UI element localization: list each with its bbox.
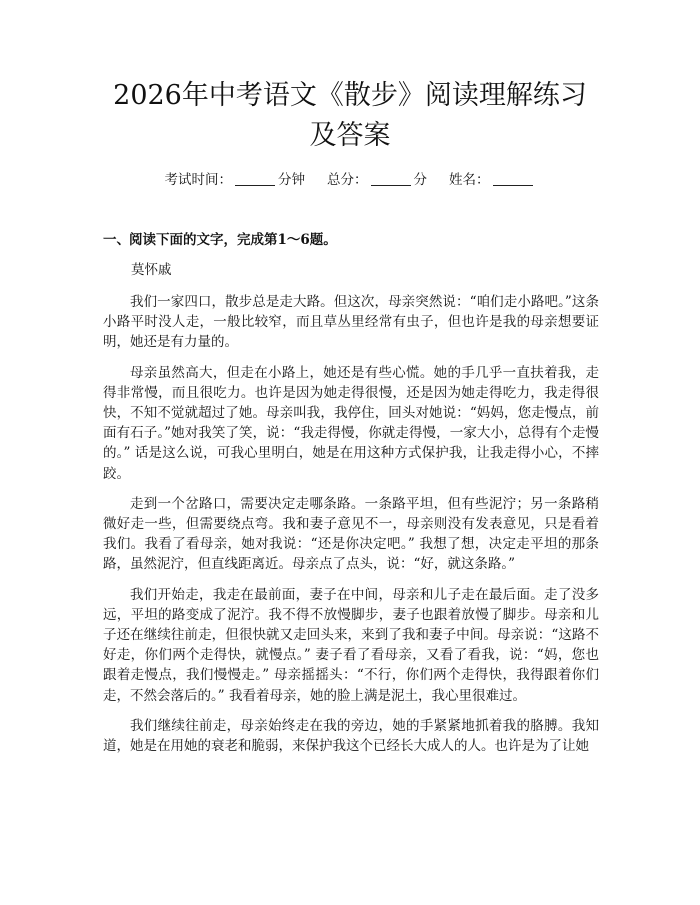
document-title: 2026年中考语文《散步》阅读理解练习及答案: [113, 80, 587, 151]
paragraph: 我们开始走，我走在最前面，妻子在中间，母亲和儿子走在最后面。走了没多远，平坦的路变成了泥泞。我不得不放慢脚步，妻子也跟着放慢了脚步。母亲和儿子还在继续往前走，但很快就又走回头来，来到了我和妻子中间。母亲说：“这路不好走，你们两个走得快，就慢点。” 妻子看了看母亲，又看了看我，说：“妈，您也跟着走慢点，我们慢慢走。” 母亲摇摇头：“不行，你们两个走得快，我得跟着你们走，不然会落后的。” 我看着母亲，她的脸上满是泥土，我心里很难过。: [103, 586, 599, 704]
total-score-blank: [371, 171, 411, 186]
name-label: 姓名：: [449, 172, 490, 188]
exam-info-line: [0, 170, 700, 190]
paragraph: 走到一个岔路口，需要决定走哪条路。一条路平坦，但有些泥泞；另一条路稍微好走一些，但需要绕点弯。我和妻子意见不一，母亲则没有发表意见，只是看着我们。我看了看母亲，她对我说：“还是你决定吧。” 我想了想，决定走平坦的那条路，虽然泥泞，但直线距离近。母亲点了点头，说：“好，就这条路。”: [103, 495, 599, 573]
exam-time-label: 考试时间：: [164, 172, 232, 188]
section-heading: [103, 230, 337, 250]
paragraph: 我们一家四口，散步总是走大路。但这次，母亲突然说：“咱们走小路吧。”这条小路平时没人走，一般比较窄，而且草丛里经常有虫子，但也许是我的母亲想要证明，她还是有力量的。: [103, 294, 599, 351]
exam-time-blank: [235, 171, 275, 186]
name-blank: [493, 171, 533, 186]
article-author: 莫怀戚: [131, 262, 172, 278]
section-instruction: 阅读下面的文字，完成第1～6题。: [129, 232, 337, 248]
paragraph: 我们继续往前走，母亲始终走在我的旁边，她的手紧紧地抓着我的胳膊。我知道，她是在用她的衰老和脆弱，来保护我这个已经长大成人的人。也许是为了让她: [103, 717, 599, 755]
section-number: 一、: [103, 232, 130, 248]
total-score-label: 总分：: [327, 172, 368, 188]
total-score-unit: 分: [413, 172, 427, 188]
article-body: [103, 292, 599, 766]
paragraph: 母亲虽然高大，但走在小路上，她还是有些心慌。她的手几乎一直扶着我，走得非常慢，而且很吃力。也许是因为她走得很慢，还是因为她走得吃力，我走得很快，不知不觉就超过了她。母亲叫我，我停住，回头对她说：“妈妈，您走慢点，前面有石子。”她对我笑了笑，说：“我走得慢，你就走得慢，一家大小，总得有个走慢的。” 话是这么说，可我心里明白，她是在用这种方式保护我，让我走得小心，不摔跤。: [103, 364, 599, 482]
exam-time-unit: 分钟: [278, 172, 305, 188]
